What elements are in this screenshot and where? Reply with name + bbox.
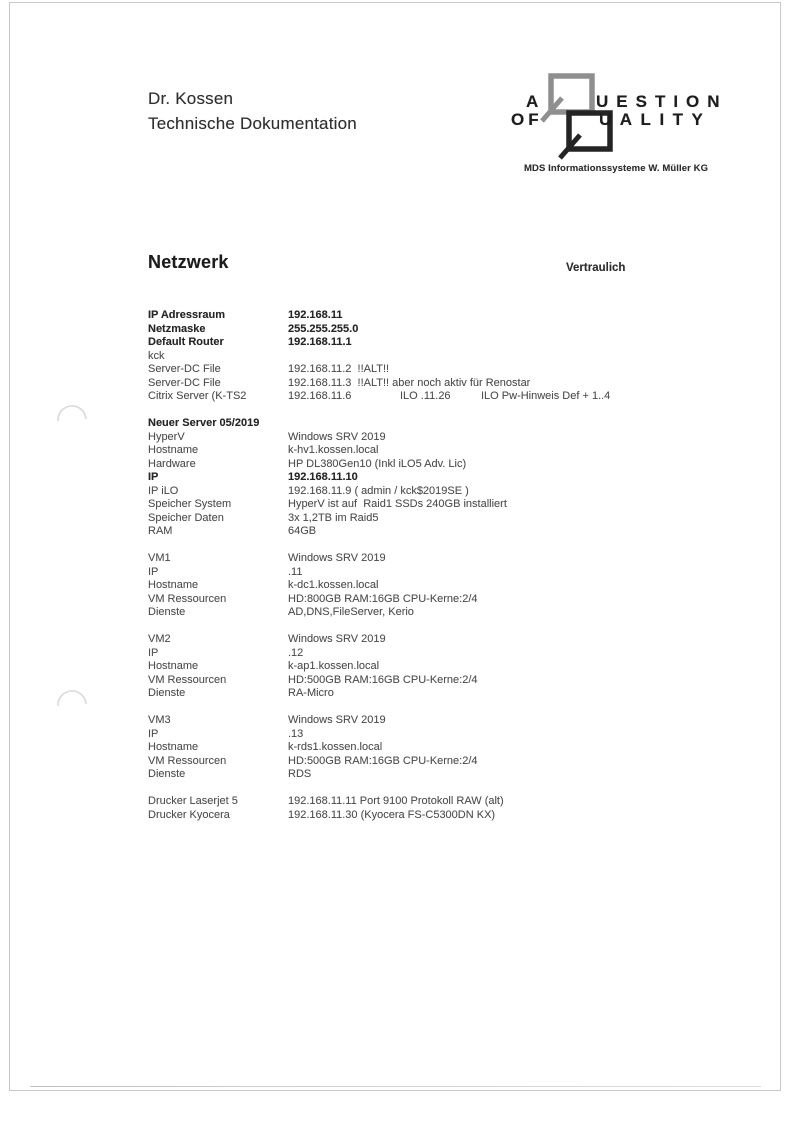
spec-row <box>148 444 768 458</box>
spec-label: Server-DC File <box>148 376 221 389</box>
spec-row <box>148 377 768 391</box>
network-spec-list <box>148 309 768 836</box>
logo-text-a: A <box>526 92 541 111</box>
spec-value-ilo: ILO .11.26 <box>400 390 451 402</box>
spec-label: Neuer Server 05/2019 <box>148 417 260 429</box>
section-vm3 <box>148 714 768 782</box>
spec-value: HD:500GB RAM:16GB CPU-Kerne:2/4 <box>288 754 478 767</box>
spec-value: 192.168.11.10 <box>288 471 358 483</box>
section-neuer-server-05-2019 <box>148 417 768 539</box>
spec-value: HD:800GB RAM:16GB CPU-Kerne:2/4 <box>288 592 478 605</box>
spec-value: 192.168.11.9 ( admin / kck$2019SE ) <box>288 484 469 497</box>
spec-value: HyperV ist auf Raid1 SSDs 240GB installiert <box>288 498 507 510</box>
spec-row <box>148 363 768 377</box>
spec-label: Default Router <box>148 336 224 348</box>
spec-label: Hostname <box>148 444 199 456</box>
spec-row <box>148 552 768 566</box>
spec-label: IP <box>148 727 159 740</box>
spec-label: Dienste <box>148 606 186 618</box>
spec-value-ilo-note: ILO Pw-Hinweis Def + 1..4 <box>481 390 611 402</box>
spec-label: Hostname <box>148 741 199 753</box>
spec-label: VM Ressourcen <box>148 673 227 686</box>
spec-value: k-dc1.kossen.local <box>288 579 379 591</box>
spec-label: Drucker Kyocera <box>148 808 230 821</box>
spec-label: VM Ressourcen <box>148 592 227 605</box>
spec-label: Dienste <box>148 768 186 780</box>
company-name: MDS Informationssysteme W. Müller KG <box>524 163 709 174</box>
spec-row <box>148 485 768 499</box>
spec-value: .13 <box>288 727 304 740</box>
spec-row <box>148 795 768 809</box>
spec-row <box>148 593 768 607</box>
spec-label: VM Ressourcen <box>148 754 227 767</box>
spec-row <box>148 741 768 755</box>
logo-text-uestion: UESTION <box>596 92 728 111</box>
spec-row <box>148 458 768 472</box>
spec-label: IP <box>148 565 159 578</box>
spec-label: Drucker Laserjet 5 <box>148 795 238 807</box>
spec-value: k-ap1.kossen.local <box>288 660 380 672</box>
spec-row <box>148 471 768 485</box>
spec-value: RA-Micro <box>288 687 334 699</box>
spec-row <box>148 674 768 688</box>
spec-value: 192.168.11.30 (Kyocera FS-C5300DN KX) <box>288 808 496 821</box>
spec-label: Hostname <box>148 660 199 672</box>
letterhead-name: Dr. Kossen <box>148 89 234 108</box>
spec-row <box>148 566 768 580</box>
spec-row <box>148 687 768 701</box>
spec-label: IP <box>148 471 159 483</box>
spec-value: 192.168.11.1 <box>288 336 352 348</box>
spec-label: Hostname <box>148 579 199 591</box>
spec-row <box>148 714 768 728</box>
spec-value: .12 <box>288 646 304 659</box>
spec-value: 192.168.11.3 !!ALT!! aber noch aktiv für Renostar <box>288 376 531 389</box>
spec-row <box>148 768 768 782</box>
spec-value: HP DL380Gen10 (Inkl iLO5 Adv. Lic) <box>288 457 467 470</box>
spec-value: 3x 1,2TB im Raid5 <box>288 511 379 524</box>
spec-label: Netzmaske <box>148 322 206 335</box>
spec-label: Hardware <box>148 457 196 470</box>
spec-value: Windows SRV 2019 <box>288 714 386 726</box>
letterhead <box>148 86 357 136</box>
section-vm2 <box>148 633 768 701</box>
spec-row <box>148 809 768 823</box>
spec-label: kck <box>148 349 165 362</box>
spec-value: .11 <box>288 565 303 578</box>
spec-row <box>148 647 768 661</box>
logo-text-uality: UALITY <box>599 110 712 129</box>
spec-value: AD,DNS,FileServer, Kerio <box>288 606 414 618</box>
spec-row <box>148 390 768 404</box>
spec-value: 192.168.11.6 <box>288 390 352 402</box>
spec-row <box>148 309 768 323</box>
spec-row <box>148 633 768 647</box>
spec-value: HD:500GB RAM:16GB CPU-Kerne:2/4 <box>288 673 478 686</box>
logo-text-of: OF <box>511 110 543 129</box>
spec-label: VM2 <box>148 633 171 645</box>
spec-value: RDS <box>288 768 312 780</box>
spec-label: Dienste <box>148 687 186 699</box>
spec-row <box>148 660 768 674</box>
letterhead-subtitle: Technische Dokumentation <box>148 114 357 133</box>
spec-label: IP Adressraum <box>148 309 226 321</box>
spec-label: VM3 <box>148 714 171 726</box>
spec-row <box>148 350 768 364</box>
spec-value: Windows SRV 2019 <box>288 633 386 645</box>
spec-row <box>148 323 768 337</box>
page-edge-shadow <box>30 1086 761 1087</box>
spec-label: RAM <box>148 525 173 537</box>
spec-row <box>148 431 768 445</box>
spec-value: k-hv1.kossen.local <box>288 444 379 456</box>
section-vm1 <box>148 552 768 620</box>
spec-value: Windows SRV 2019 <box>288 430 386 443</box>
spec-label: Server-DC File <box>148 363 221 375</box>
spec-value: 192.168.11.2 !!ALT!! <box>288 363 390 375</box>
spec-label: Citrix Server (K-TS2 <box>148 390 247 402</box>
spec-row <box>148 417 768 431</box>
spec-value: Windows SRV 2019 <box>288 552 386 564</box>
spec-row <box>148 755 768 769</box>
spec-label: Speicher Daten <box>148 511 224 524</box>
spec-row <box>148 498 768 512</box>
spec-row <box>148 512 768 526</box>
spec-label: HyperV <box>148 430 185 443</box>
spec-row <box>148 606 768 620</box>
spec-value: 192.168.11 <box>288 309 343 321</box>
spec-label: Speicher System <box>148 498 232 510</box>
spec-row <box>148 728 768 742</box>
spec-value: k-rds1.kossen.local <box>288 741 383 753</box>
spec-row <box>148 525 768 539</box>
page-title: Netzwerk <box>148 252 229 272</box>
section-drucker <box>148 795 768 822</box>
spec-value: 64GB <box>288 525 317 537</box>
spec-row <box>148 579 768 593</box>
spec-value: 255.255.255.0 <box>288 322 359 335</box>
confidential-label: Vertraulich <box>566 262 626 274</box>
spec-label: IP iLO <box>148 484 179 497</box>
spec-value: 192.168.11.11 Port 9100 Protokoll RAW (alt) <box>288 795 504 807</box>
spec-row <box>148 336 768 350</box>
section-network-basics <box>148 309 768 404</box>
spec-label: IP <box>148 646 159 659</box>
spec-label: VM1 <box>148 552 171 564</box>
